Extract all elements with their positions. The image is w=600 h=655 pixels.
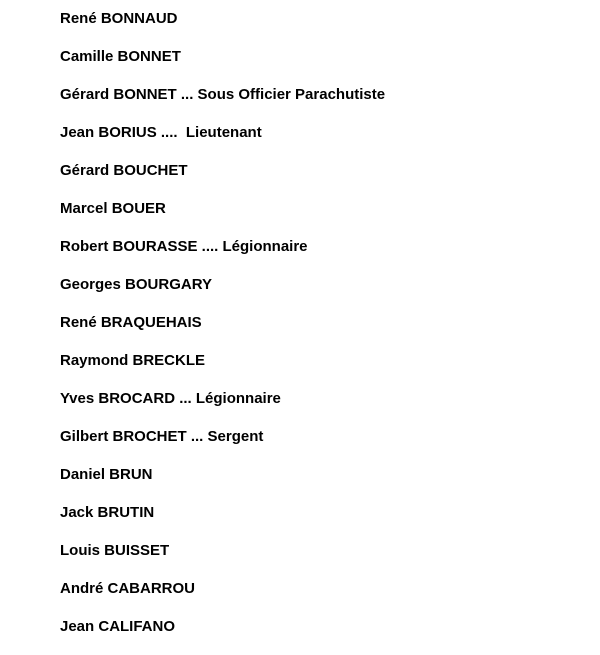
- list-item: Jean CALIFANO: [60, 618, 176, 635]
- list-item: Jack BRUTIN: [60, 504, 155, 521]
- list-item: René BONNAUD: [60, 10, 178, 27]
- list-item: Daniel BRUN: [60, 466, 153, 483]
- list-item: Camille BONNET: [60, 48, 181, 65]
- list-item: René BRAQUEHAIS: [60, 314, 202, 331]
- name-list: [60, 9, 385, 655]
- list-item: Gérard BONNET ... Sous Officier Parachutiste: [60, 86, 386, 103]
- list-item: André CABARROU: [60, 580, 195, 597]
- list-item: Georges BOURGARY: [60, 276, 212, 293]
- list-item: Raymond BRECKLE: [60, 352, 206, 369]
- list-item: Jean BORIUS .... Lieutenant: [60, 124, 262, 141]
- list-item: Louis BUISSET: [60, 542, 170, 559]
- list-item: Robert BOURASSE .... Légionnaire: [60, 238, 308, 255]
- list-item: Yves BROCARD ... Légionnaire: [60, 390, 281, 407]
- list-item: Marcel BOUER: [60, 200, 166, 217]
- list-item: Gilbert BROCHET ... Sergent: [60, 428, 264, 445]
- list-item: Gérard BOUCHET: [60, 162, 188, 179]
